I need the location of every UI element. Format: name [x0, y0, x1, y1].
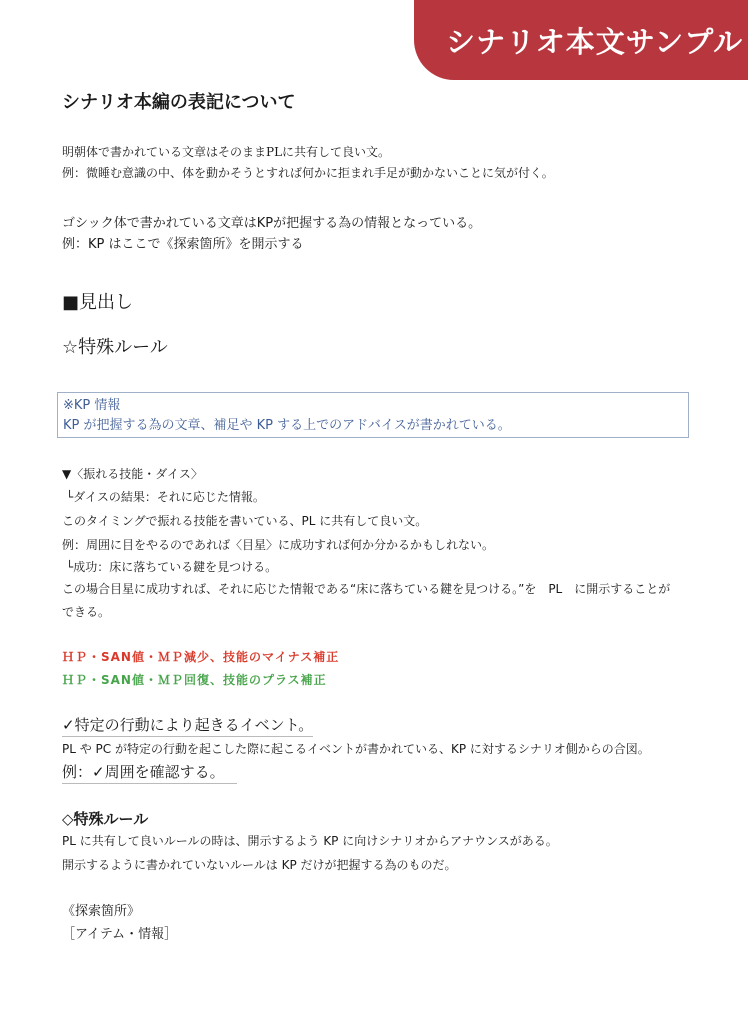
- kp-info-box: [57, 392, 689, 438]
- status-decrease: ＨＰ・SAN値・ＭＰ減少、技能のマイナス補正: [62, 650, 340, 664]
- intro-line-3: ゴシック体で書かれている文章はKPが把握する為の情報となっている。: [62, 216, 482, 231]
- heading-example: ■見出し: [62, 292, 134, 313]
- kp-info-body: KP が把握する為の文章、補足や KP する上でのアドバイスが書かれている。: [63, 418, 511, 433]
- skill-line-3: このタイミングで振れる技能を書いている、PL に共有して良い文。: [62, 514, 428, 528]
- event-example: 例：✓周囲を確認する。: [62, 761, 237, 784]
- item-info-label: ［アイテム・情報］: [62, 927, 178, 942]
- special-rule-star: ☆特殊ルール: [62, 337, 168, 358]
- diamond-rule-line-1: PL に共有して良いルールの時は、開示するよう KP に向けシナリオからアナウンスがある。: [62, 834, 558, 848]
- skill-line-6: この場合目星に成功すれば、それに応じた情報である“床に落ちている鍵を見つける。”を PL に開示することが: [62, 582, 671, 596]
- skill-line-7: できる。: [62, 605, 111, 619]
- kp-info-title: ※KP 情報: [63, 398, 121, 413]
- event-title: ✓特定の行動により起きるイベント。: [62, 714, 313, 737]
- header-tab: シナリオ本文サンプル: [414, 0, 748, 80]
- skill-line-1: ▼〈振れる技能・ダイス〉: [62, 467, 203, 481]
- section-title: シナリオ本編の表記について: [62, 92, 296, 113]
- skill-line-5: └成功：床に落ちている鍵を見つける。: [66, 560, 278, 574]
- search-location-label: 《探索箇所》: [62, 904, 141, 919]
- diamond-rule-line-2: 開示するように書かれていないルールは KP だけが把握する為のものだ。: [62, 858, 457, 872]
- skill-line-4: 例：周囲に目をやるのであれば〈目星〉に成功すれば何か分かるかもしれない。: [62, 538, 495, 552]
- status-increase: ＨＰ・SAN値・ＭＰ回復、技能のプラス補正: [62, 673, 327, 687]
- intro-line-4: 例：KP はここで《探索箇所》を開示する: [62, 237, 304, 252]
- intro-line-2: 例：微睡む意識の中、体を動かそうとすれば何かに拒まれ手足が動かないことに気が付く。: [62, 166, 554, 180]
- skill-line-2: └ダイスの結果：それに応じた情報。: [66, 490, 265, 504]
- event-desc: PL や PC が特定の行動を起こした際に起こるイベントが書かれている、KP に対するシナリオ側からの合図。: [62, 742, 650, 756]
- diamond-rule-title: ◇特殊ルール: [62, 810, 149, 828]
- intro-line-1: 明朝体で書かれている文章はそのままPLに共有して良い文。: [62, 145, 391, 159]
